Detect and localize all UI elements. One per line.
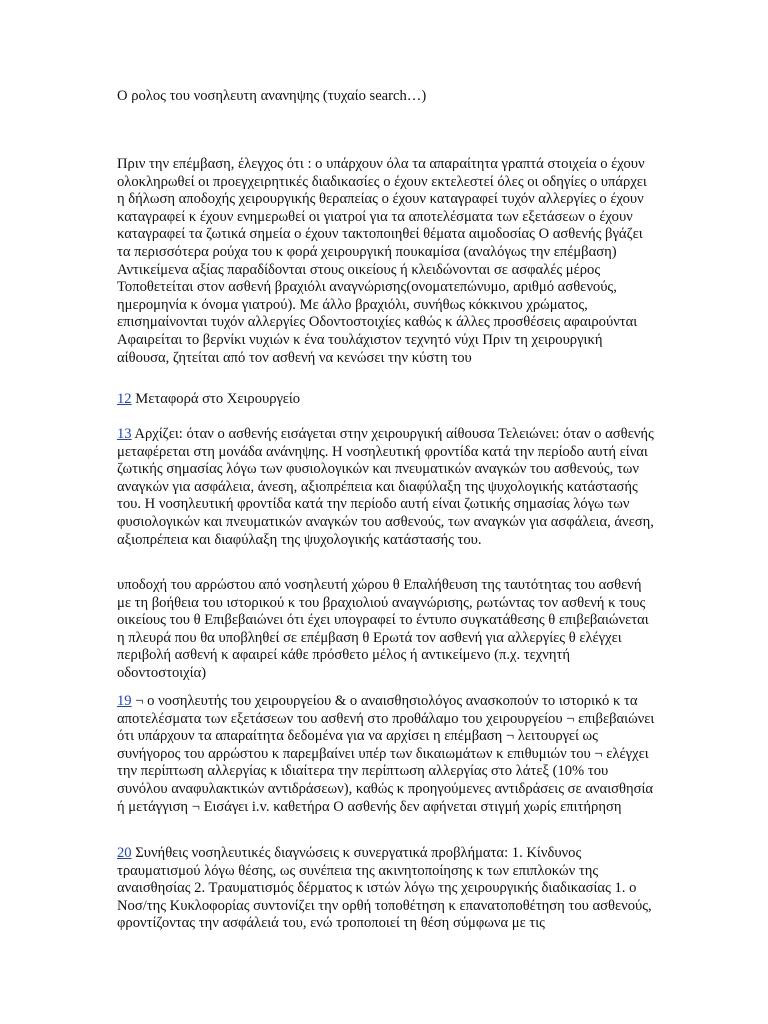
paragraph-diagnoses xyxy=(117,845,657,933)
document-title: Ο ρολος του νοσηλευτη ανανηψης (τυχαίο search…) xyxy=(117,88,427,104)
paragraph-intraop xyxy=(117,426,657,549)
paragraph-text: ¬ ο νοσηλευτής του χειρουργείου & ο αναισθησιολόγος ανασκοπούν το ιστορικό κ τα αποτελέσματα των εξετάσεων του ασθενή στο προθάλαμο του χειρουργείου ¬ επιβεβαιώνει ότι υπάρχουν τα απαραίτητα δεδομένα για να αρχίσει η επέμβαση ¬ λειτουργεί ως συνήγορος του αρρώστου κ παρεμβαίνει υπέρ των δικαιωμάτων κ επιθυμιών του ¬ ελέγχει την περίπτωση αλλεργίας κ ιδιαίτερα την περίπτωση αλλεργίας στο λάτεξ (10% του συνόλου αναφυλακτικών αντιδράσεων), καθώς κ προηγούμενες αντιδράσεις σε αναισθησία ή μετάγγιση ¬ Εισάγει i.v. καθετήρα Ο ασθενής δεν αφήνεται στιγμή χωρίς επιτήρηση xyxy=(117,693,655,815)
slide-ref-link[interactable]: 19 xyxy=(117,693,132,709)
paragraph-transfer xyxy=(117,391,657,409)
slide-ref-link[interactable]: 20 xyxy=(117,845,132,861)
paragraph-text: υποδοχή του αρρώστου από νοσηλευτή χώρου θ Επαλήθευση της ταυτότητας του ασθενή με τη βοήθεια του ιστορικού κ του βραχιολιού αναγνώρισης, ρωτώντας τον ασθενή κ τους οικείους του θ Επιβεβαιώνει ότι έχει υπογραφεί το έντυπο συγκατάθεσης θ επιβεβαιώνεται η πλευρά που θα υποβληθεί σε επέμβαση θ Ερωτά τον ασθενή για αλλεργίες θ ελέγχει περιβολή ασθενή κ αφαιρεί κάθε πρόσθετο μέλος ή αντικείμενο (π.χ. τεχνητή οδοντοστοιχία) xyxy=(117,577,649,681)
slide-ref-link[interactable]: 12 xyxy=(117,391,132,407)
slide-ref-link[interactable]: 13 xyxy=(117,426,132,442)
paragraph-preop-checks xyxy=(117,156,657,367)
paragraph-text: Πριν την επέμβαση, έλεγχος ότι : ο υπάρχουν όλα τα απαραίτητα γραπτά στοιχεία ο έχουν ολοκληρωθεί οι προεγχειρητικές διαδικασίες ο έχουν εκτελεστεί όλες οι οδηγίες ο υπάρχει η δήλωση αποδοχής χειρουργικής θεραπείας ο έχουν καταγραφεί τυχόν αλλεργίες ο έχουν καταγραφεί κ έχουν ενημερωθεί οι γιατροί για τα αποτελέσματα των εξετάσεων ο έχουν καταγραφεί τα ζωτικά σημεία ο έχουν τακτοποιηθεί θέματα αιμοδοσίας Ο ασθενής βγάζει τα περισσότερα ρούχα του κ φορά χειρουργική πουκαμίσα (αναλόγως την επέμβαση) Αντικείμενα αξίας παραδίδονται στους οικείους ή κλειδώνονται σε ασφαλές μέρος Τοποθετείται στον ασθενή βραχιόλι αναγνώρισης(ονοματεπώνυμο, αριθμό ασθενούς, ημερομηνία κ όνομα γιατρού). Με άλλο βραχιόλι, συνήθως κόκκινου χρώματος, επισημαίνονται τυχόν αλλεργίες Οδοντοστοιχίες καθώς κ άλλες προσθέσεις αφαιρούνται Αφαιρείται το βερνίκι νυχιών κ ένα τουλάχιστον τεχνητό νύχι Πριν τη χειρουργική αίθουσα, ζητείται από τον ασθενή να κενώσει την κύστη του xyxy=(117,156,647,366)
paragraph-or-nurse xyxy=(117,693,657,816)
paragraph-text: Μεταφορά στο Χειρουργείο xyxy=(131,391,301,407)
paragraph-reception xyxy=(117,577,657,683)
paragraph-text: Αρχίζει: όταν ο ασθενής εισάγεται στην χειρουργική αίθουσα Τελειώνει: όταν ο ασθενής μεταφέρεται στη μονάδα ανάνηψης. Η νοσηλευτική φροντίδα κατά την περίοδο αυτή είναι ζωτικής σημασίας λόγω των φυσιολογικών και πνευματικών αναγκών του ασθενούς, των αναγκών για ασφάλεια, άνεση, αξιοπρέπεια και διαφύλαξη της ψυχολογικής κατάστασής του. Η νοσηλευτική φροντίδα κατά την περίοδο αυτή είναι ζωτικής σημασίας λόγω των φυσιολογικών και πνευματικών αναγκών του ασθενούς, των αναγκών για ασφάλεια, άνεση, αξιοπρέπεια και διαφύλαξη της ψυχολογικής κατάστασής του. xyxy=(117,426,654,548)
paragraph-text: Συνήθεις νοσηλευτικές διαγνώσεις κ συνεργατικά προβλήματα: 1. Κίνδυνος τραυματισμού λόγω θέσης, ως συνέπεια της ακινητοποίησης κ των επιπλοκών της αναισθησίας 2. Τραυματισμός δέρματος κ ιστών λόγω της χειρουργικής διαδικασίας 1. ο Νοσ/της Κυκλοφορίας συντονίζει την ορθή τοποθέτηση κ επανατοποθέτηση του ασθενούς, φροντίζοντας την ασφάλειά του, ενώ τροποποιεί τη θέση σύμφωνα με τις xyxy=(117,845,652,932)
